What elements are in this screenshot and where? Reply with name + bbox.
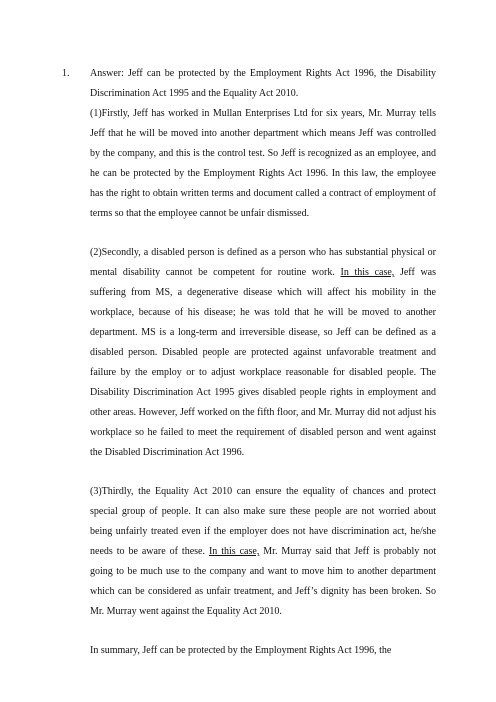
p2-text-a: (2)Secondly, a disabled person is defined as a person who has substantial physical or mental disability cannot be competent for routine work.	[90, 247, 436, 278]
p2-text-b: Jeff was suffering from MS, a degenerative disease which will affect his mobility in the workplace, because of his disease; he was told that he will be moved to another department. MS is a long-term and irreversible disease, so Jeff can be defined as a disabled person. Disabled people are protected against unfavorable treatment and failure by the employ or to adjust workplace reasonable for disabled people. The Disability Discrimination Act 1995 gives disabled people rights in employment and other areas. However, Jeff worked on the fifth floor, and Mr. Murray did not adjust his workplace so he failed to meet the requirement of disabled person and went against the Disabled Discrimination Act 1996.	[90, 267, 436, 458]
paragraph-1: (1)Firstly, Jeff has worked in Mullan Enterprises Ltd for six years, Mr. Murray tells Jeff that he will be moved into another department which means Jeff was controlled by the company, and this is the control test. So Jeff is recognized as an employee, and he can be protected by the Employment Rights Act 1996. In this law, the employee has the right to obtain written terms and document called a contract of employment of terms so that the employee cannot be unfair dismissed.	[90, 108, 436, 219]
paragraph-2	[90, 243, 436, 463]
p3-text-a: (3)Thirdly, the Equality Act 2010 can ensure the equality of chances and protect special group of people. It can also make sure these people are not worried about being unfairly treated even if the employer does not have discrimination act, he/she needs to be aware of these.	[90, 486, 436, 557]
paragraph-3	[90, 482, 436, 622]
p2-underlined: In this case,	[340, 267, 395, 278]
spacer	[90, 463, 436, 482]
answer-heading: Answer: Jeff can be protected by the Employment Rights Act 1996, the Disability Discrimination Act 1995 and the Equality Act 2010.	[90, 68, 436, 99]
p3-text-b: Mr. Murray said that Jeff is probably not going to be much use to the company and want to move him to another department which can be considered as unfair treatment, and Jeff’s dignity has been broken. So Mr. Murray went against the Equality Act 2010.	[90, 546, 436, 617]
item-number: 1.	[62, 68, 70, 79]
p3-underlined: In this case,	[208, 546, 260, 557]
spacer	[90, 224, 436, 243]
answer-body	[90, 64, 436, 661]
summary-paragraph: In summary, Jeff can be protected by the Employment Rights Act 1996, the	[90, 645, 392, 656]
spacer	[90, 622, 436, 641]
